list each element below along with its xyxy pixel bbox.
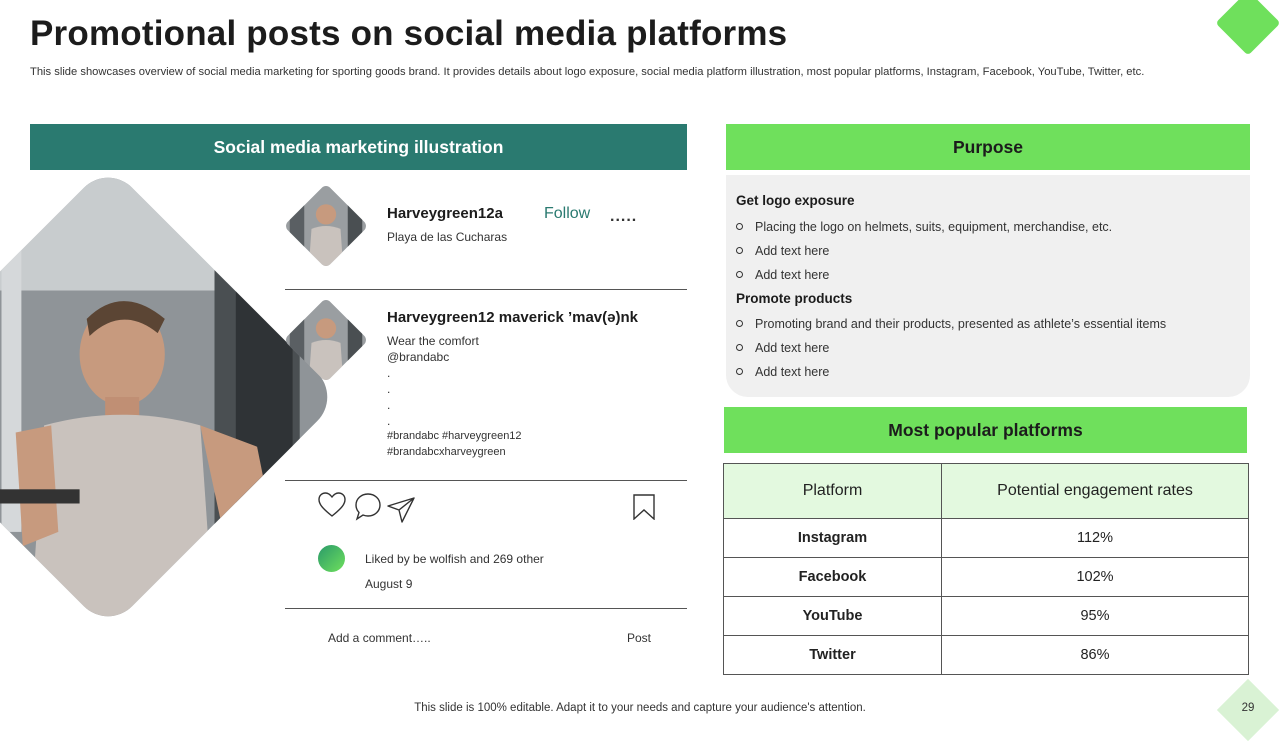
caption-dot: . <box>387 398 391 412</box>
engagement-rate: 95% <box>942 597 1249 636</box>
platforms-header: Most popular platforms <box>724 407 1247 453</box>
purpose-item: Add text here <box>736 365 829 379</box>
post-location: Playa de las Cucharas <box>387 230 508 244</box>
engagement-rate: 86% <box>942 636 1249 675</box>
caption-dot: . <box>387 366 391 380</box>
purpose-panel <box>726 175 1250 397</box>
purpose-heading: Get logo exposure <box>736 193 855 208</box>
corner-decoration <box>1215 0 1280 56</box>
page-subtitle: This slide showcases overview of social media marketing for sporting goods brand. It provides details about logo exposure, social media platform illustration, most popular platforms, Instagram, Facebook, YouTube, Twitter, etc. <box>30 66 1145 78</box>
illustration-header: Social media marketing illustration <box>30 124 687 170</box>
bullet-icon <box>736 247 743 254</box>
divider <box>285 608 687 609</box>
liked-by-text[interactable]: Liked by be wolfish and 269 other <box>365 552 544 566</box>
page-number: 29 <box>1241 702 1255 714</box>
follow-button[interactable]: Follow <box>544 205 591 222</box>
post-hashtags[interactable]: #brandabcxharveygreen <box>387 446 506 458</box>
athlete-photo <box>0 164 341 631</box>
table-row <box>724 636 1249 675</box>
column-header: Potential engagement rates <box>942 464 1249 519</box>
purpose-item: Add text here <box>736 244 829 258</box>
engagement-rate: 102% <box>942 558 1249 597</box>
platform-name: Instagram <box>724 519 942 558</box>
purpose-item: Add text here <box>736 268 829 282</box>
platform-name: Twitter <box>724 636 942 675</box>
bullet-icon <box>736 320 743 327</box>
platform-name: Facebook <box>724 558 942 597</box>
post-date: August 9 <box>365 577 413 591</box>
table-row <box>724 519 1249 558</box>
bullet-icon <box>736 271 743 278</box>
caption-dot: . <box>387 382 391 396</box>
purpose-item: Placing the logo on helmets, suits, equipment, merchandise, etc. <box>736 220 1112 234</box>
post-hashtags[interactable]: #brandabc #harveygreen12 <box>387 430 522 442</box>
post-username[interactable]: Harveygreen12 maverick ’mav(ə)nk <box>387 309 638 326</box>
share-icon[interactable] <box>386 496 416 524</box>
engagement-rate: 112% <box>942 519 1249 558</box>
table-header-row <box>724 464 1249 519</box>
column-header: Platform <box>724 464 942 519</box>
table-row <box>724 558 1249 597</box>
post-mention[interactable]: @brandabc <box>387 350 450 364</box>
divider <box>285 480 687 481</box>
post-caption: Wear the comfort <box>387 334 479 348</box>
post-username[interactable]: Harveygreen12a <box>387 205 503 222</box>
page-title: Promotional posts on social media platforms <box>30 14 788 53</box>
purpose-heading: Promote products <box>736 291 853 306</box>
heart-icon[interactable] <box>318 492 346 518</box>
bookmark-icon[interactable] <box>633 494 655 520</box>
bullet-icon <box>736 368 743 375</box>
footer-text: This slide is 100% editable. Adapt it to your needs and capture your audience's attention. <box>414 702 866 714</box>
platforms-table <box>723 463 1249 675</box>
bullet-icon <box>736 344 743 351</box>
purpose-item: Add text here <box>736 341 829 355</box>
purpose-header: Purpose <box>726 124 1250 170</box>
table-row <box>724 597 1249 636</box>
divider <box>285 289 687 290</box>
platform-name: YouTube <box>724 597 942 636</box>
comment-icon[interactable] <box>354 492 382 522</box>
comment-input[interactable]: Add a comment….. <box>328 631 431 645</box>
bullet-icon <box>736 223 743 230</box>
caption-dot: . <box>387 414 391 428</box>
purpose-item: Promoting brand and their products, presented as athlete’s essential items <box>736 317 1166 331</box>
post-button[interactable]: Post <box>627 631 652 645</box>
avatar <box>318 545 345 572</box>
profile-thumbnail[interactable] <box>284 184 369 269</box>
more-options-icon[interactable]: ..... <box>610 208 638 225</box>
